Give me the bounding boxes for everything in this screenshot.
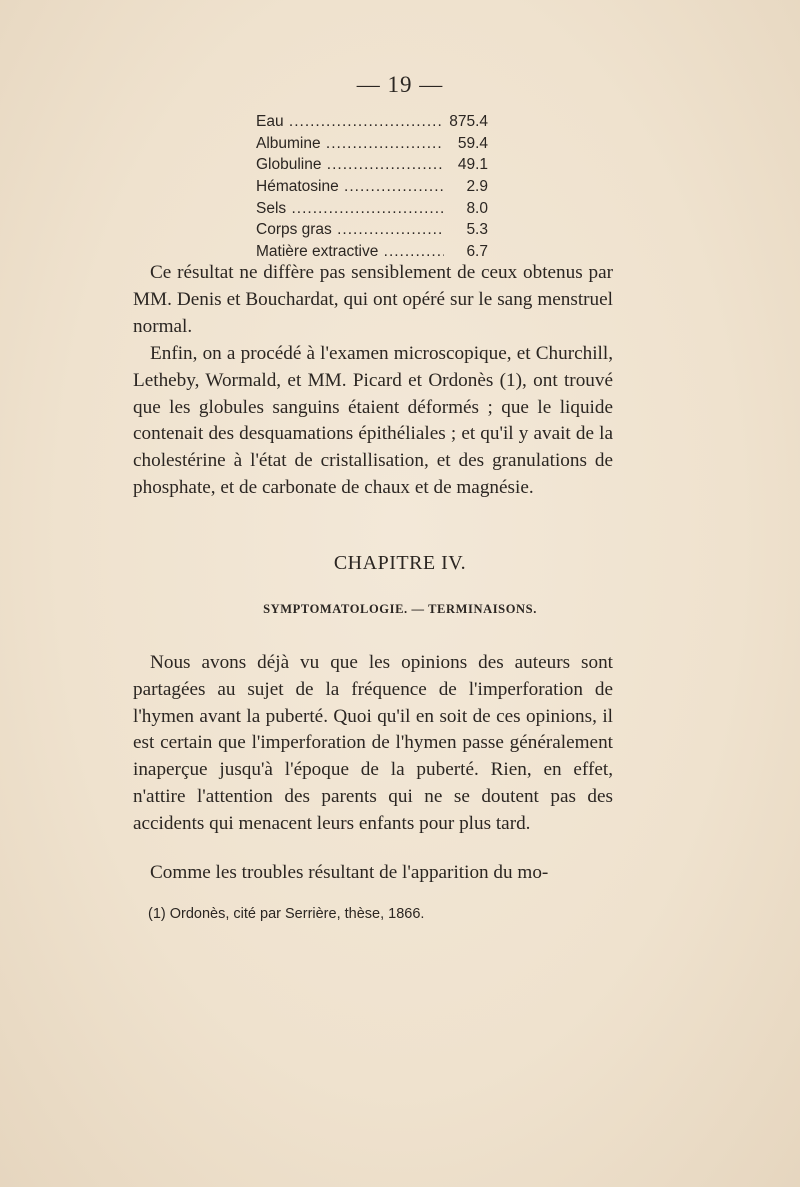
blood-composition-table xyxy=(256,111,488,263)
chapter-subtitle: SYMPTOMATOLOGIE. — TERMINAISONS. xyxy=(263,602,537,616)
table-row xyxy=(256,176,488,198)
row-label: Albumine xyxy=(256,134,321,152)
row-value: 6.7 xyxy=(466,243,488,261)
chapter-title: CHAPITRE IV. xyxy=(333,552,467,574)
row-value: 875.4 xyxy=(449,113,488,130)
page-number: — 19 — xyxy=(356,72,444,97)
paragraph-microscopic-exam: Enfin, on a procédé à l'examen microscopique, et Churchill, Letheby, Wormald, et MM. Picard et Ordonès (1), ont trouvé que les globules sanguins étaient déformés ; que le liquide contenait des desquamations épithéliales ; et qu'il y avait de la cholestérine à l'état de cristallisation, et des granulations de phosphate, et de carbonate de chaux et de magnésie. xyxy=(133,343,613,498)
row-label: Hématosine xyxy=(256,178,339,196)
footnote: (1) Ordonès, cité par Serrière, thèse, 1866. xyxy=(148,906,425,922)
table-row xyxy=(256,133,488,155)
table-row xyxy=(256,111,488,133)
row-value: 5.3 xyxy=(466,221,488,239)
paragraph-continuation: Comme les troubles résultant de l'apparition du mo- xyxy=(150,862,549,883)
paragraph-result-comparison: Ce résultat ne diffère pas sensiblement de ceux obtenus par MM. Denis et Bouchardat, qui ont opéré sur le sang menstruel normal. xyxy=(133,262,613,337)
row-label: Globuline xyxy=(256,156,322,174)
paragraph-symptomatology: Nous avons déjà vu que les opinions des auteurs sont partagées au sujet de la fréquence de l'imperforation de l'hymen avant la puberté. Quoi qu'il en soit de ces opinions, il est certain que l'imperforation de l'hymen passe généralement inaperçue jusqu'à l'époque de la puberté. Rien, en effet, n'attire l'attention des parents qui ne se doutent pas des accidents qui menacent leurs enfants pour plus tard. xyxy=(133,652,613,834)
row-value: 2.9 xyxy=(466,178,488,196)
row-label: Matière extractive xyxy=(256,243,379,261)
row-label: Corps gras xyxy=(256,221,332,239)
table-row xyxy=(256,198,488,220)
row-value: 49.1 xyxy=(457,156,488,174)
row-value: 59.4 xyxy=(457,134,488,152)
row-value: 8.0 xyxy=(466,199,488,217)
table-row xyxy=(256,219,488,241)
row-label: Eau xyxy=(256,113,284,130)
row-label: Sels xyxy=(256,199,287,217)
table-row xyxy=(256,154,488,176)
